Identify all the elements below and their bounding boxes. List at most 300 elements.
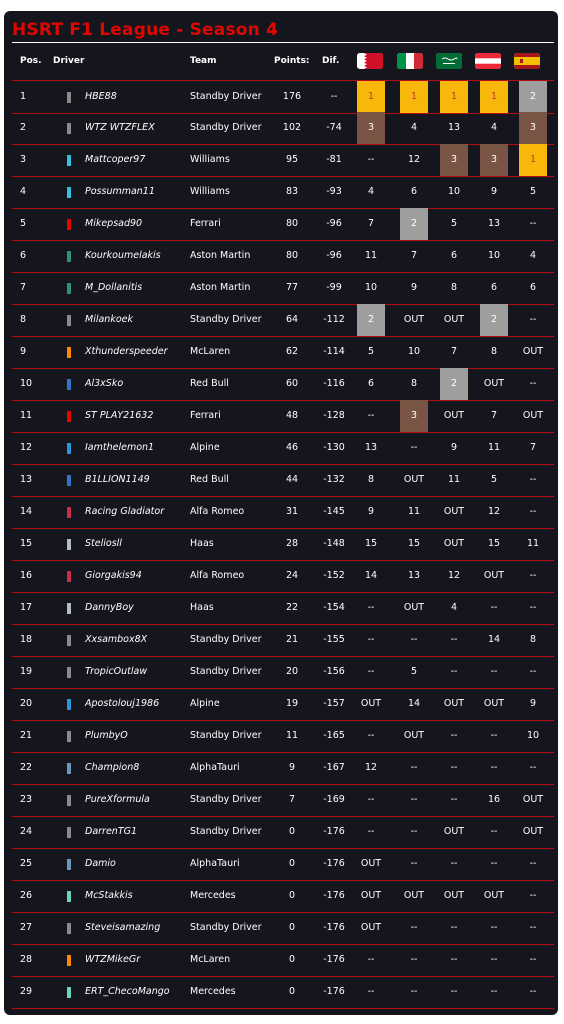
race-result-cell: -- (490, 954, 498, 965)
team-color-bar (67, 92, 71, 103)
table-row (12, 752, 554, 785)
table-row (12, 624, 554, 657)
team-color-bar (67, 699, 71, 710)
difference-cell: -165 (323, 730, 345, 741)
race-result-cell: -- (367, 154, 375, 165)
driver-name: Milankoek (85, 314, 133, 325)
page-title: HSRT F1 League - Season 4 (12, 20, 279, 40)
race-result-cell: 4 (410, 122, 418, 133)
race-result-cell: OUT (483, 890, 505, 901)
table-row (12, 688, 554, 721)
race-result-cell: 1 (357, 81, 385, 113)
race-result-cell: OUT (403, 602, 425, 613)
position-cell: 15 (20, 538, 33, 549)
driver-name: PlumbyO (85, 730, 128, 741)
team-color-bar (67, 347, 71, 358)
team-color-bar (67, 219, 71, 230)
table-row (12, 880, 554, 913)
team-name: Standby Driver (190, 922, 262, 933)
header-points: Points: (274, 56, 310, 66)
race-result-cell: 10 (407, 346, 421, 357)
driver-name: ERT_ChecoMango (85, 986, 170, 997)
position-cell: 18 (20, 634, 33, 645)
race-result-cell: 2 (480, 304, 508, 336)
race-result-cell: 1 (480, 81, 508, 113)
race-result-cell: 5 (410, 666, 418, 677)
position-cell: 24 (20, 826, 33, 837)
race-result-cell: -- (367, 602, 375, 613)
points-cell: 22 (285, 602, 299, 613)
race-result-cell: 16 (487, 794, 501, 805)
race-result-cell: -- (450, 666, 458, 677)
race-result-cell: -- (529, 986, 537, 997)
driver-name: Steveisamazing (85, 922, 161, 933)
driver-name: Steliosll (85, 538, 122, 549)
race-result-cell: -- (529, 570, 537, 581)
position-cell: 22 (20, 762, 33, 773)
race-result-cell: -- (367, 794, 375, 805)
race-result-cell: -- (529, 602, 537, 613)
table-row (12, 592, 554, 625)
race-result-cell: -- (529, 506, 537, 517)
driver-name: Possumman11 (85, 186, 155, 197)
race-result-cell: 11 (526, 538, 540, 549)
race-result-cell: -- (367, 730, 375, 741)
points-cell: 102 (282, 122, 302, 133)
points-cell: 28 (285, 538, 299, 549)
race-result-cell: -- (490, 602, 498, 613)
race-result-cell: 13 (487, 218, 501, 229)
team-color-bar (67, 891, 71, 902)
team-color-bar (67, 667, 71, 678)
team-color-bar (67, 539, 71, 550)
team-color-bar (67, 507, 71, 518)
race-result-cell: OUT (443, 410, 465, 421)
race-result-cell: -- (529, 922, 537, 933)
race-result-cell: -- (529, 666, 537, 677)
driver-name: Damio (85, 858, 116, 869)
difference-cell: -148 (323, 538, 345, 549)
team-color-bar (67, 731, 71, 742)
spain-flag-icon (514, 53, 540, 69)
points-cell: 0 (288, 954, 296, 965)
position-cell: 1 (20, 91, 27, 102)
race-result-cell: -- (529, 890, 537, 901)
race-result-cell: -- (367, 410, 375, 421)
italy-flag-icon (397, 53, 423, 69)
team-name: Red Bull (190, 474, 229, 485)
team-name: Haas (190, 538, 214, 549)
team-color-bar (67, 827, 71, 838)
race-result-cell: 4 (450, 602, 458, 613)
team-name: Mercedes (190, 986, 236, 997)
race-result-cell: -- (367, 954, 375, 965)
difference-cell: -74 (326, 122, 342, 133)
team-color-bar (67, 475, 71, 486)
team-name: Haas (190, 602, 214, 613)
race-result-cell: 1 (440, 81, 468, 113)
race-result-cell: 14 (364, 570, 378, 581)
team-color-bar (67, 571, 71, 582)
title-divider (12, 42, 554, 43)
race-result-cell: 3 (400, 400, 428, 432)
race-result-cell: 11 (407, 506, 421, 517)
race-result-cell: -- (450, 634, 458, 645)
position-cell: 12 (20, 442, 33, 453)
difference-cell: -116 (323, 378, 345, 389)
team-name: Ferrari (190, 410, 221, 421)
team-color-bar (67, 443, 71, 454)
points-cell: 44 (285, 474, 299, 485)
position-cell: 9 (20, 346, 27, 357)
driver-name: DannyBoy (85, 602, 134, 613)
race-result-cell: 10 (487, 250, 501, 261)
driver-name: WTZMikeGr (85, 954, 141, 965)
race-result-cell: -- (410, 762, 418, 773)
difference-cell: -176 (323, 922, 345, 933)
table-row (12, 560, 554, 593)
race-result-cell: 3 (440, 144, 468, 176)
table-row (12, 976, 554, 1009)
driver-name: McStakkis (85, 890, 133, 901)
points-cell: 80 (285, 250, 299, 261)
team-name: Aston Martin (190, 250, 251, 261)
race-result-cell: -- (490, 666, 498, 677)
points-cell: 46 (285, 442, 299, 453)
position-cell: 4 (20, 186, 27, 197)
race-result-cell: 6 (450, 250, 458, 261)
race-result-cell: -- (490, 922, 498, 933)
table-row (12, 208, 554, 241)
position-cell: 23 (20, 794, 33, 805)
difference-cell: -157 (323, 698, 345, 709)
difference-cell: -96 (326, 250, 342, 261)
team-color-bar (67, 187, 71, 198)
race-result-cell: 9 (410, 282, 418, 293)
team-name: Aston Martin (190, 282, 251, 293)
team-color-bar (67, 795, 71, 806)
race-result-cell: 13 (447, 122, 461, 133)
driver-name: Kourkoumelakis (85, 250, 161, 261)
driver-name: Xxsambox8X (85, 634, 148, 645)
bahrain-flag-icon (357, 53, 383, 69)
race-result-cell: 12 (447, 570, 461, 581)
difference-cell: -130 (323, 442, 345, 453)
points-cell: 0 (288, 890, 296, 901)
table-row (12, 176, 554, 209)
points-cell: 80 (285, 218, 299, 229)
race-result-cell: -- (410, 442, 418, 453)
team-name: Standby Driver (190, 666, 262, 677)
race-result-cell: 9 (450, 442, 458, 453)
team-color-bar (67, 411, 71, 422)
race-result-cell: -- (490, 730, 498, 741)
race-result-cell: -- (410, 954, 418, 965)
points-cell: 0 (288, 826, 296, 837)
race-result-cell: 8 (529, 634, 537, 645)
table-row (12, 144, 554, 177)
team-color-bar (67, 315, 71, 326)
race-result-cell: 2 (357, 304, 385, 336)
position-cell: 20 (20, 698, 33, 709)
team-name: Standby Driver (190, 730, 262, 741)
driver-name: Mattcoper97 (85, 154, 146, 165)
driver-name: Mikepsad90 (85, 218, 143, 229)
table-row (12, 656, 554, 689)
race-result-cell: 11 (364, 250, 378, 261)
points-cell: 19 (285, 698, 299, 709)
race-result-cell: 14 (487, 634, 501, 645)
team-name: Standby Driver (190, 794, 262, 805)
race-result-cell: 2 (440, 368, 468, 400)
position-cell: 26 (20, 890, 33, 901)
table-row (12, 112, 554, 145)
position-cell: 5 (20, 218, 27, 229)
team-name: Alpine (190, 442, 220, 453)
race-result-cell: -- (490, 826, 498, 837)
team-color-bar (67, 251, 71, 262)
points-cell: 95 (285, 154, 299, 165)
race-result-cell: -- (367, 826, 375, 837)
race-result-cell: -- (450, 986, 458, 997)
race-result-cell: 3 (519, 112, 547, 144)
driver-name: Racing Gladiator (85, 506, 165, 517)
table-row (12, 400, 554, 433)
table-row (12, 912, 554, 945)
team-color-bar (67, 923, 71, 934)
team-name: Williams (190, 154, 230, 165)
race-result-cell: -- (410, 826, 418, 837)
position-cell: 19 (20, 666, 33, 677)
driver-name: HBE88 (85, 91, 117, 102)
race-result-cell: OUT (443, 826, 465, 837)
table-row (12, 848, 554, 881)
race-result-cell: -- (529, 218, 537, 229)
header-team: Team (190, 56, 217, 66)
race-result-cell: -- (529, 858, 537, 869)
points-cell: 11 (285, 730, 299, 741)
difference-cell: -114 (323, 346, 345, 357)
header-driver: Driver (53, 56, 85, 66)
points-cell: 62 (285, 346, 299, 357)
driver-name: Xthunderspeeder (85, 346, 168, 357)
table-row (12, 464, 554, 497)
team-name: Standby Driver (190, 91, 262, 102)
position-cell: 3 (20, 154, 27, 165)
team-name: Standby Driver (190, 122, 262, 133)
race-result-cell: OUT (522, 794, 544, 805)
position-cell: 10 (20, 378, 33, 389)
race-result-cell: 9 (367, 506, 375, 517)
race-result-cell: 7 (529, 442, 537, 453)
race-result-cell: OUT (403, 730, 425, 741)
difference-cell: -96 (326, 218, 342, 229)
position-cell: 2 (20, 122, 27, 133)
race-result-cell: 8 (450, 282, 458, 293)
saudi-arabia-flag-icon (436, 53, 462, 69)
race-result-cell: 10 (364, 282, 378, 293)
race-result-cell: -- (450, 762, 458, 773)
race-result-cell: 11 (487, 442, 501, 453)
driver-name: WTZ WTZFLEX (85, 122, 155, 133)
race-result-cell: 8 (490, 346, 498, 357)
team-color-bar (67, 763, 71, 774)
race-result-cell: -- (450, 954, 458, 965)
driver-name: M_Dollanitis (85, 282, 143, 293)
race-result-cell: -- (450, 794, 458, 805)
race-result-cell: 12 (364, 762, 378, 773)
race-result-cell: -- (450, 730, 458, 741)
race-result-cell: OUT (443, 314, 465, 325)
team-color-bar (67, 955, 71, 966)
race-result-cell: 8 (410, 378, 418, 389)
race-result-cell: 5 (529, 186, 537, 197)
difference-cell: -152 (323, 570, 345, 581)
table-row (12, 336, 554, 369)
race-result-cell: -- (529, 762, 537, 773)
race-result-cell: 2 (519, 81, 547, 113)
points-cell: 24 (285, 570, 299, 581)
team-color-bar (67, 635, 71, 646)
race-result-cell: 2 (400, 208, 428, 240)
race-result-cell: 5 (367, 346, 375, 357)
points-cell: 9 (288, 762, 296, 773)
driver-name: Al3xSko (85, 378, 124, 389)
race-result-cell: -- (529, 474, 537, 485)
race-result-cell: OUT (522, 410, 544, 421)
team-color-bar (67, 283, 71, 294)
race-result-cell: 9 (490, 186, 498, 197)
team-color-bar (67, 859, 71, 870)
points-cell: 77 (285, 282, 299, 293)
race-result-cell: OUT (403, 890, 425, 901)
race-result-cell: 10 (526, 730, 540, 741)
race-result-cell: 12 (487, 506, 501, 517)
position-cell: 29 (20, 986, 33, 997)
race-result-cell: 10 (447, 186, 461, 197)
driver-name: PureXformula (85, 794, 150, 805)
race-result-cell: 4 (367, 186, 375, 197)
race-result-cell: 5 (490, 474, 498, 485)
race-result-cell: -- (410, 634, 418, 645)
race-result-cell: OUT (522, 826, 544, 837)
team-name: Alfa Romeo (190, 570, 245, 581)
race-result-cell: 8 (367, 474, 375, 485)
table-row (12, 432, 554, 465)
points-cell: 21 (285, 634, 299, 645)
table-row (12, 80, 554, 114)
race-result-cell: OUT (483, 378, 505, 389)
team-name: Mercedes (190, 890, 236, 901)
race-result-cell: 5 (450, 218, 458, 229)
race-result-cell: OUT (483, 570, 505, 581)
header-dif: Dif. (322, 56, 340, 66)
team-name: Ferrari (190, 218, 221, 229)
difference-cell: -145 (323, 506, 345, 517)
race-result-cell: 7 (367, 218, 375, 229)
driver-name: Apostolouj1986 (85, 698, 160, 709)
race-result-cell: 13 (364, 442, 378, 453)
race-result-cell: 15 (407, 538, 421, 549)
difference-cell: -155 (323, 634, 345, 645)
race-result-cell: -- (529, 314, 537, 325)
team-color-bar (67, 379, 71, 390)
position-cell: 17 (20, 602, 33, 613)
team-name: Standby Driver (190, 826, 262, 837)
position-cell: 27 (20, 922, 33, 933)
race-result-cell: OUT (443, 698, 465, 709)
header-pos: Pos. (20, 56, 42, 66)
difference-cell: -- (330, 91, 338, 102)
race-result-cell: -- (529, 378, 537, 389)
race-result-cell: 6 (410, 186, 418, 197)
race-result-cell: 15 (364, 538, 378, 549)
table-row (12, 304, 554, 337)
team-name: McLaren (190, 954, 231, 965)
driver-name: Iamthelemon1 (85, 442, 155, 453)
race-result-cell: 3 (480, 144, 508, 176)
race-result-cell: -- (490, 986, 498, 997)
position-cell: 8 (20, 314, 27, 325)
driver-name: ST PLAY21632 (85, 410, 154, 421)
race-result-cell: OUT (360, 698, 382, 709)
race-result-cell: -- (490, 762, 498, 773)
race-result-cell: 11 (447, 474, 461, 485)
table-row (12, 944, 554, 977)
race-result-cell: 7 (450, 346, 458, 357)
race-result-cell: -- (367, 666, 375, 677)
austria-flag-icon (475, 53, 501, 69)
points-cell: 0 (288, 922, 296, 933)
team-name: Standby Driver (190, 314, 262, 325)
race-result-cell: OUT (483, 698, 505, 709)
points-cell: 7 (288, 794, 296, 805)
race-result-cell: 6 (529, 282, 537, 293)
race-result-cell: 7 (490, 410, 498, 421)
difference-cell: -169 (323, 794, 345, 805)
team-color-bar (67, 123, 71, 134)
table-row (12, 240, 554, 273)
team-color-bar (67, 987, 71, 998)
race-result-cell: 4 (490, 122, 498, 133)
race-result-cell: -- (367, 986, 375, 997)
position-cell: 25 (20, 858, 33, 869)
team-name: Alfa Romeo (190, 506, 245, 517)
driver-name: B1LLION1149 (85, 474, 150, 485)
team-name: AlphaTauri (190, 858, 240, 869)
team-color-bar (67, 603, 71, 614)
race-result-cell: 3 (357, 112, 385, 144)
position-cell: 6 (20, 250, 27, 261)
race-result-cell: OUT (360, 858, 382, 869)
difference-cell: -128 (323, 410, 345, 421)
race-result-cell: OUT (403, 314, 425, 325)
team-name: AlphaTauri (190, 762, 240, 773)
position-cell: 28 (20, 954, 33, 965)
race-result-cell: -- (367, 634, 375, 645)
race-result-cell: -- (410, 922, 418, 933)
race-result-cell: 7 (410, 250, 418, 261)
table-row (12, 496, 554, 529)
difference-cell: -167 (323, 762, 345, 773)
race-result-cell: 13 (407, 570, 421, 581)
race-result-cell: -- (490, 858, 498, 869)
points-cell: 176 (282, 91, 302, 102)
race-result-cell: OUT (522, 346, 544, 357)
team-name: Standby Driver (190, 634, 262, 645)
race-result-cell: 1 (519, 144, 547, 176)
race-result-cell: 9 (529, 698, 537, 709)
